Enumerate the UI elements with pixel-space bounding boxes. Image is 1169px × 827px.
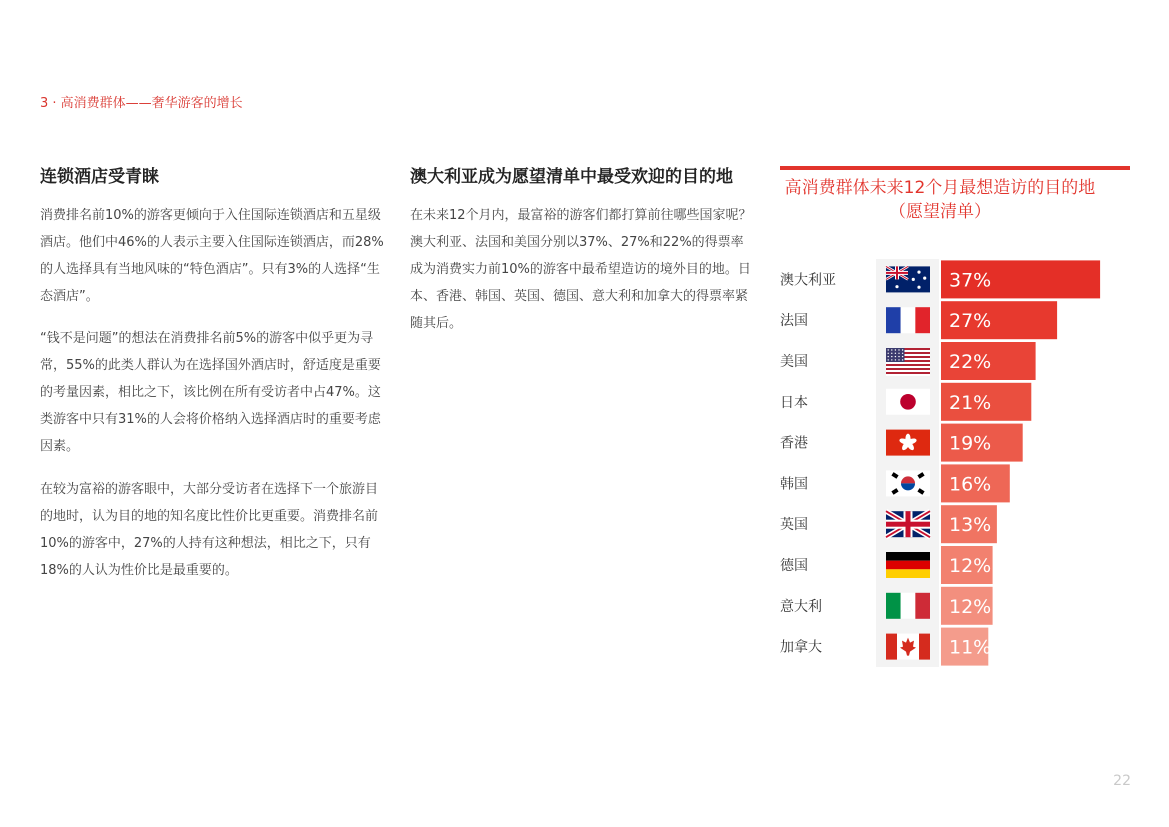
japan-flag-icon	[886, 389, 930, 415]
column1-paragraph-1: 消费排名前10%的游客更倾向于入住国际连锁酒店和五星级酒店。他们中46%的人表示主要入住国际连锁酒店，而28%的人选择具有当地风味的“特色酒店”。只有3%的人选择“生态酒店”。	[40, 208, 384, 304]
chart-title: 高消费群体未来12个月最想造访的目的地（愿望清单）	[784, 178, 1096, 222]
category-label: 法国	[780, 313, 808, 330]
bar-value-label: 13%	[949, 514, 992, 537]
category-label: 美国	[780, 354, 808, 370]
column1-paragraph-2: “钱不是问题”的想法在消费排名前5%的游客中似乎更为寻常，55%的此类人群认为在选择国外酒店时，舒适度是重要的考量因素，相比之下，该比例在所有受访者中占47%。这类游客中只有31%的人会将价格纳入选择酒店时的重要考虑因素。	[40, 331, 381, 454]
uk-flag-icon	[886, 511, 930, 537]
chart-top-rule	[780, 166, 1130, 170]
usa-flag-icon	[886, 348, 930, 376]
column1-heading: 连锁酒店受青睐	[40, 167, 159, 187]
australia-flag-icon	[886, 266, 930, 292]
france-flag-icon	[886, 307, 930, 333]
page-number: 22	[1113, 773, 1131, 789]
column2-paragraph: 在未来12个月内，最富裕的游客们都打算前往哪些国家呢？澳大利亚、法国和美国分别以37%、27%和22%的得票率成为消费实力前10%的游客中最希望造访的境外目的地。日本、香港、韩国、英国、德国、意大利和加拿大的得票率紧随其后。	[410, 208, 752, 331]
bar-value-label: 11%	[949, 636, 992, 659]
bar-value-label: 27%	[949, 310, 992, 333]
category-label: 韩国	[780, 476, 808, 493]
bar-value-label: 19%	[949, 432, 992, 455]
bar-value-label: 12%	[949, 555, 992, 577]
bar-value-label: 37%	[949, 269, 992, 292]
bar-chart	[770, 250, 1140, 670]
category-label: 加拿大	[780, 639, 822, 656]
category-label: 意大利	[780, 598, 822, 615]
bar-value-label: 16%	[949, 473, 992, 496]
section-label: 3 · 高消费群体——奢华游客的增长	[40, 96, 243, 111]
category-label: 德国	[780, 558, 808, 574]
hongkong-flag-icon	[886, 430, 930, 456]
column1-paragraph-3: 在较为富裕的游客眼中，大部分受访者在选择下一个旅游目的地时，认为目的地的知名度比性价比更重要。消费排名前10%的游客中，27%的人持有这种想法，相比之下，只有18%的人认为性价比是最重要的。	[40, 482, 379, 578]
category-label: 日本	[780, 394, 808, 411]
canada-flag-icon	[886, 634, 930, 660]
italy-flag-icon	[886, 593, 930, 619]
category-label: 澳大利亚	[780, 272, 836, 289]
bar-value-label: 21%	[949, 391, 992, 414]
column2-heading: 澳大利亚成为愿望清单中最受欢迎的目的地	[410, 167, 733, 187]
korea-flag-icon	[886, 470, 930, 496]
bar-value-label: 22%	[949, 351, 992, 373]
germany-flag-icon	[886, 552, 930, 578]
category-label: 英国	[780, 517, 808, 534]
category-label: 香港	[780, 435, 808, 452]
bar-value-label: 12%	[949, 595, 992, 618]
